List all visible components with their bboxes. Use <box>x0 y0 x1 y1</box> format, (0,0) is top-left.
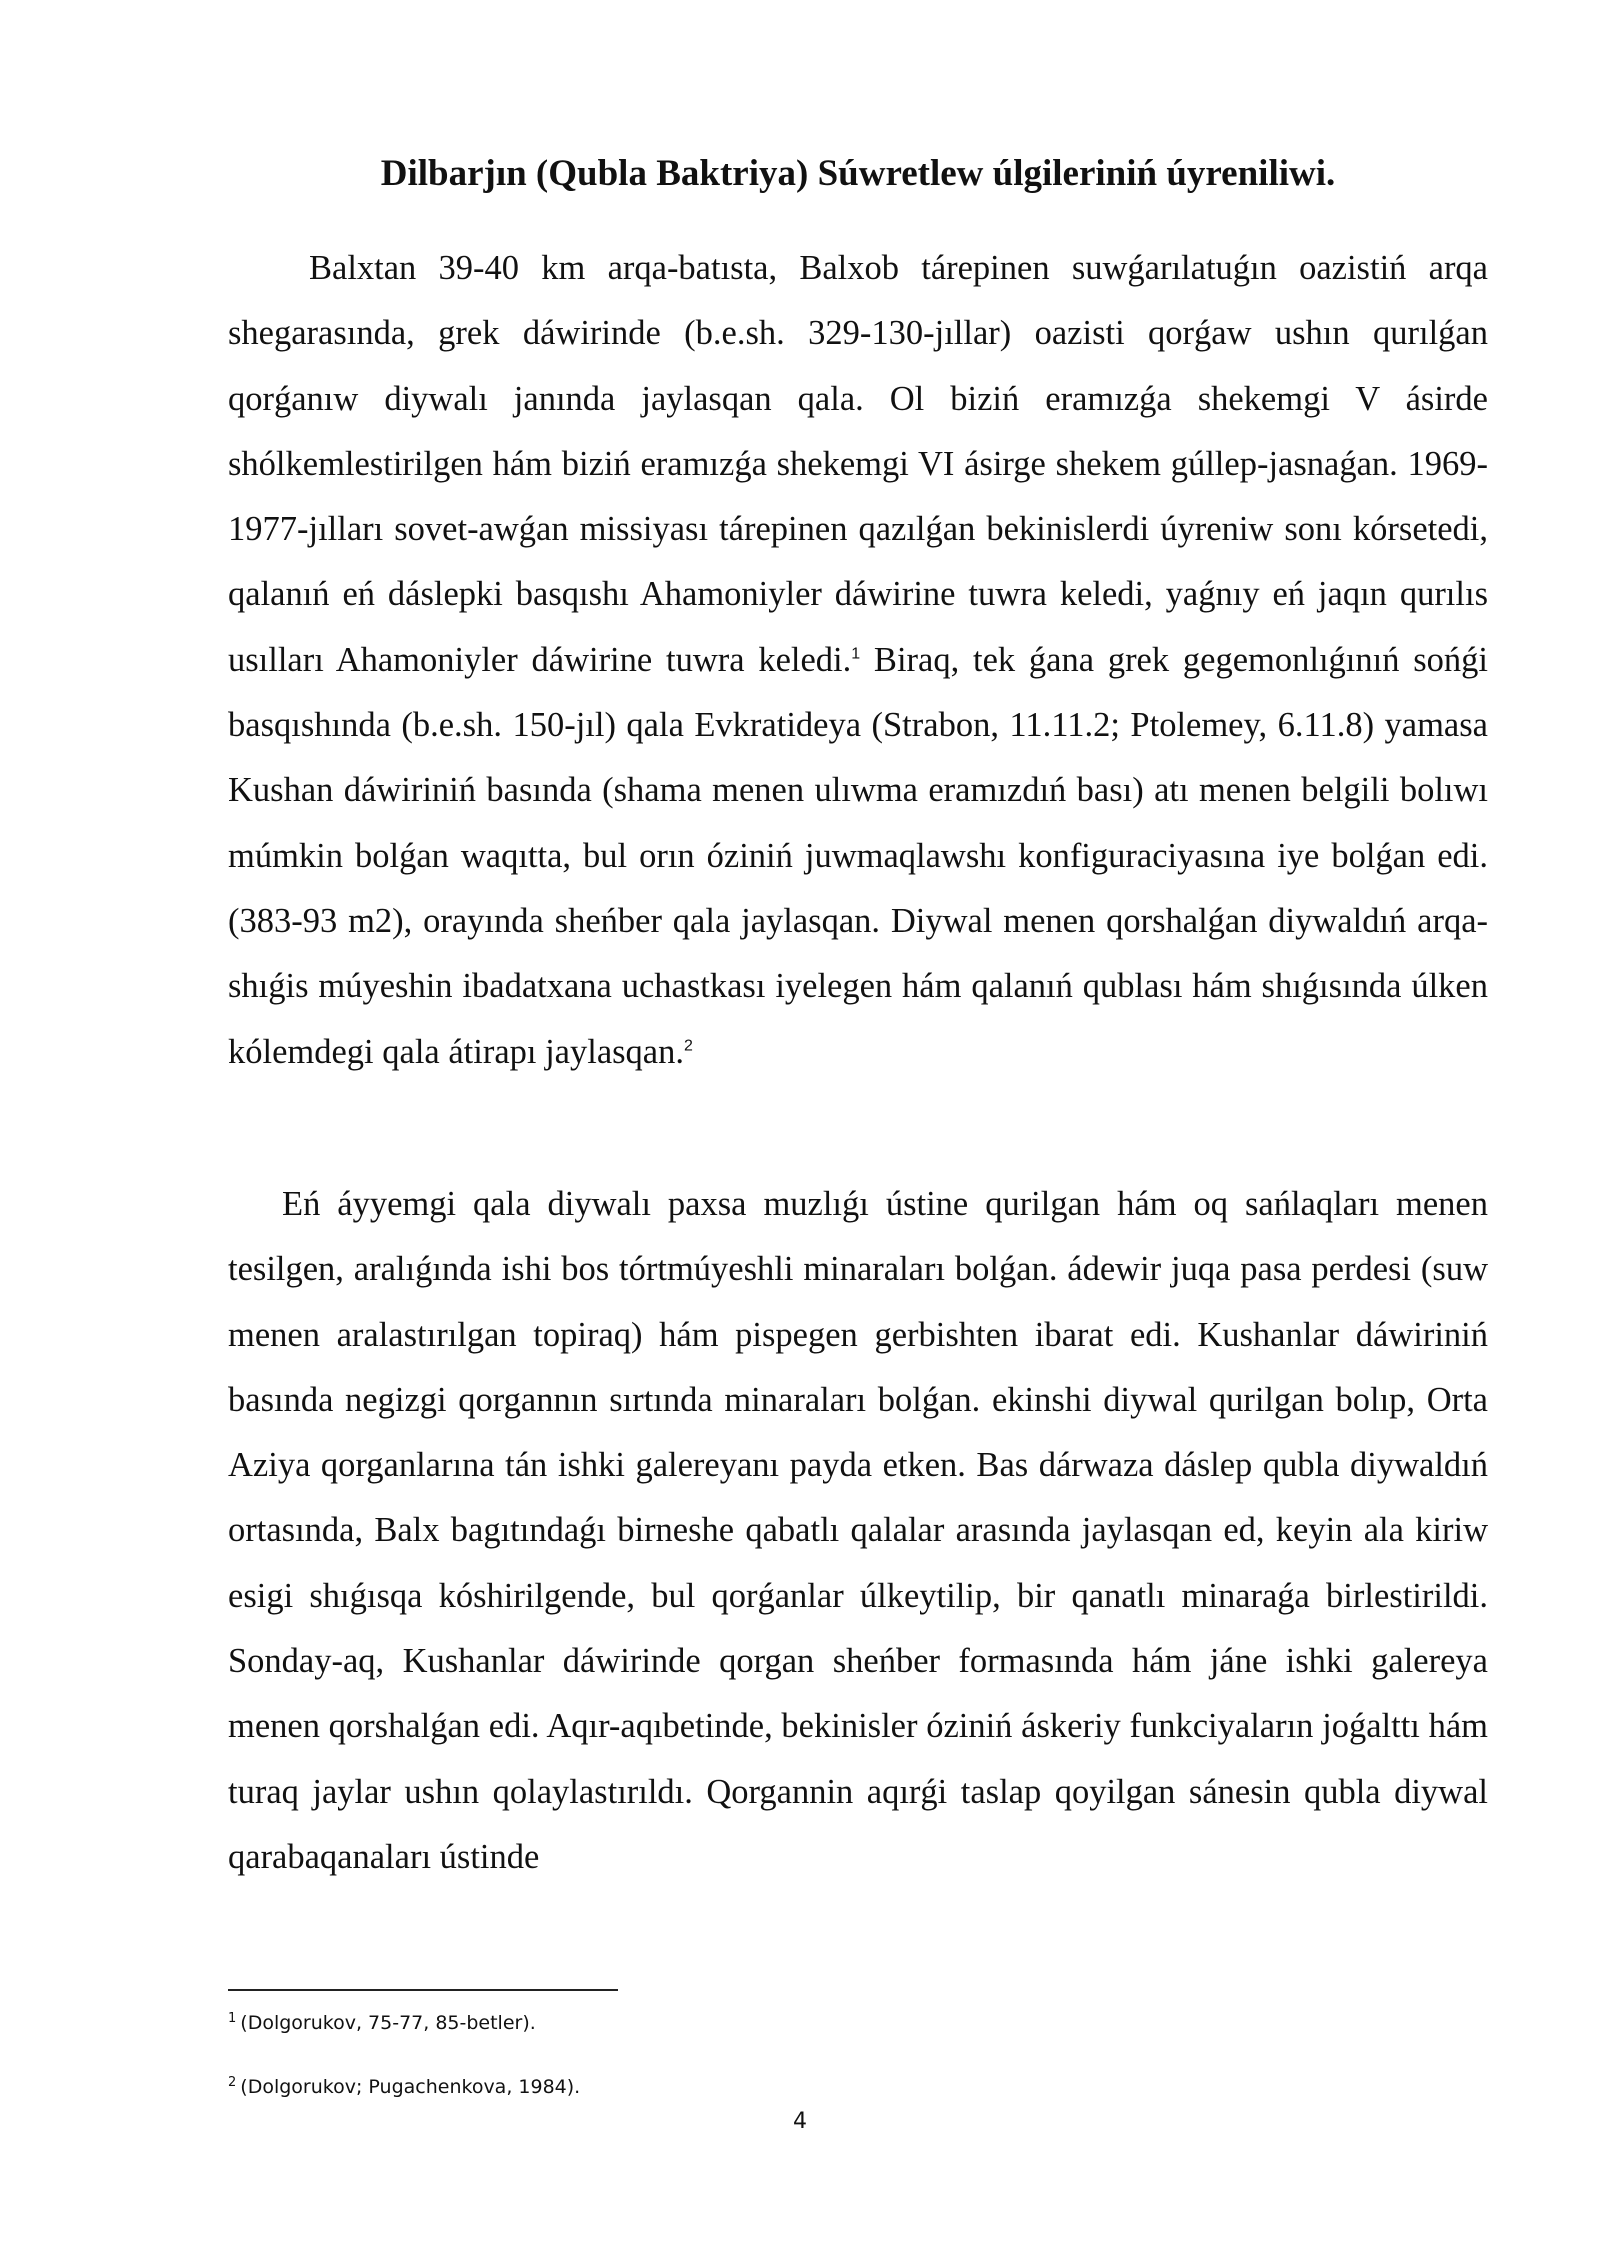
footnote-1-mark: 1 <box>228 2010 237 2026</box>
footnote-separator <box>228 1989 618 1991</box>
footnote-2-text: (Dolgorukov; Pugachenkova, 1984). <box>240 2076 581 2098</box>
footnote-reference-1[interactable]: 1 <box>851 645 861 663</box>
body-paragraph-2: Eń áyyemgi qala diywalı paxsa muzlıǵı ústine qurilgan hám oq sańlaqları menen tesilgen, aralıǵında ishi bos tórtmúyeshli minaraları bolǵan. ádewir juqa pasa perdesi (suw menen aralastırılgan topiraq) hám pispegen gerbishten ibarat edi. Kushanlar dáwiriniń basında negizgi qorgannın sırtında minaraları bolǵan. ekinshi diywal qurilgan bolıp, Orta Aziya qorganlarına tán ishki galereyanı payda etken. Bas dárwaza dáslep qubla diywaldıń ortasında, Balx bagıtındaǵı birneshe qabatlı qalalar arasında jaylasqan ed, keyin ala kiriw esigi shıǵısqa kóshirilgende, bul qorǵanlar úlkeytilip, bir qanatlı minaraǵa birlestirildi. Sonday-aq, Kushanlar dáwirinde qorgan sheńber formasında hám jáne ishki galereya menen qorshalǵan edi. Aqır-aqıbetinde, bekinisler óziniń áskeriy funkciyaların joǵalttı hám turaq jaylar ushın qolaylastırıldı. Qorgannin aqırǵi taslap qoyilgan sánesin qubla diywal qarabaqanaları ústinde <box>228 1185 1488 1876</box>
footnote-1 <box>228 2010 1228 2036</box>
footnote-2-mark: 2 <box>228 2074 237 2090</box>
page-number: 4 <box>793 2109 807 2134</box>
paragraph-1-text-a: Balxtan 39-40 km arqa-batısta, Balxob tárepinen suwǵarılatuǵın oazistiń arqa shegarasında, grek dáwirinde (b.e.sh. 329-130-jıllar) oazisti qorǵaw ushın qurılǵan qorǵanıw diywalı janında jaylasqan qala. Ol biziń eramızǵa shekemgi V ásirde shólkemlestirilgen hám biziń eramızǵa shekemgi VI ásirge shekem gúllep-jasnaǵan. 1969-1977-jılları sovet-awǵan missiyası tárepinen qazılǵan bekinislerdi úyreniw sonı kórsetedi, qalanıń eń dáslepki basqıshı Ahamoniyler dáwirine tuwra keledi, yaǵnıy eń jaqın qurılıs usılları Ahamoniyler dáwirine tuwra keledi. <box>228 249 1488 679</box>
footnote-reference-2[interactable]: 2 <box>684 1037 693 1055</box>
paragraph-1-text-b: Biraq, tek ǵana grek gegemonlıǵınıń sońǵi basqıshında (b.e.sh. 150-jıl) qala Evkratideya (Strabon, 11.11.2; Ptolemey, 6.11.8) yamasa Kushan dáwiriniń basında (shama menen ulıwma eramızdıń bası) atı menen belgili bolıwı múmkin bolǵan waqıtta, bul orın óziniń juwmaqlawshı konfiguraciyasına iye bolǵan edi. (383-93 m2), orayında sheńber qala jaylasqan. Diywal menen qorshalǵan diywaldıń arqa-shıǵis múyeshin ibadatxana uchastkası iyelegen hám qalanıń qublası hám shıǵısında úlken kólemdegi qala átirapı jaylasqan. <box>228 640 1488 1071</box>
document-title: Dilbarjın (Qubla Baktriya) Súwretlew úlgileriniń úyreniliwi. <box>380 153 1336 194</box>
body-paragraph-1 <box>228 236 1488 1085</box>
footnote-1-text: (Dolgorukov, 75-77, 85-betler). <box>240 2012 536 2034</box>
footnote-2 <box>228 2074 1228 2100</box>
